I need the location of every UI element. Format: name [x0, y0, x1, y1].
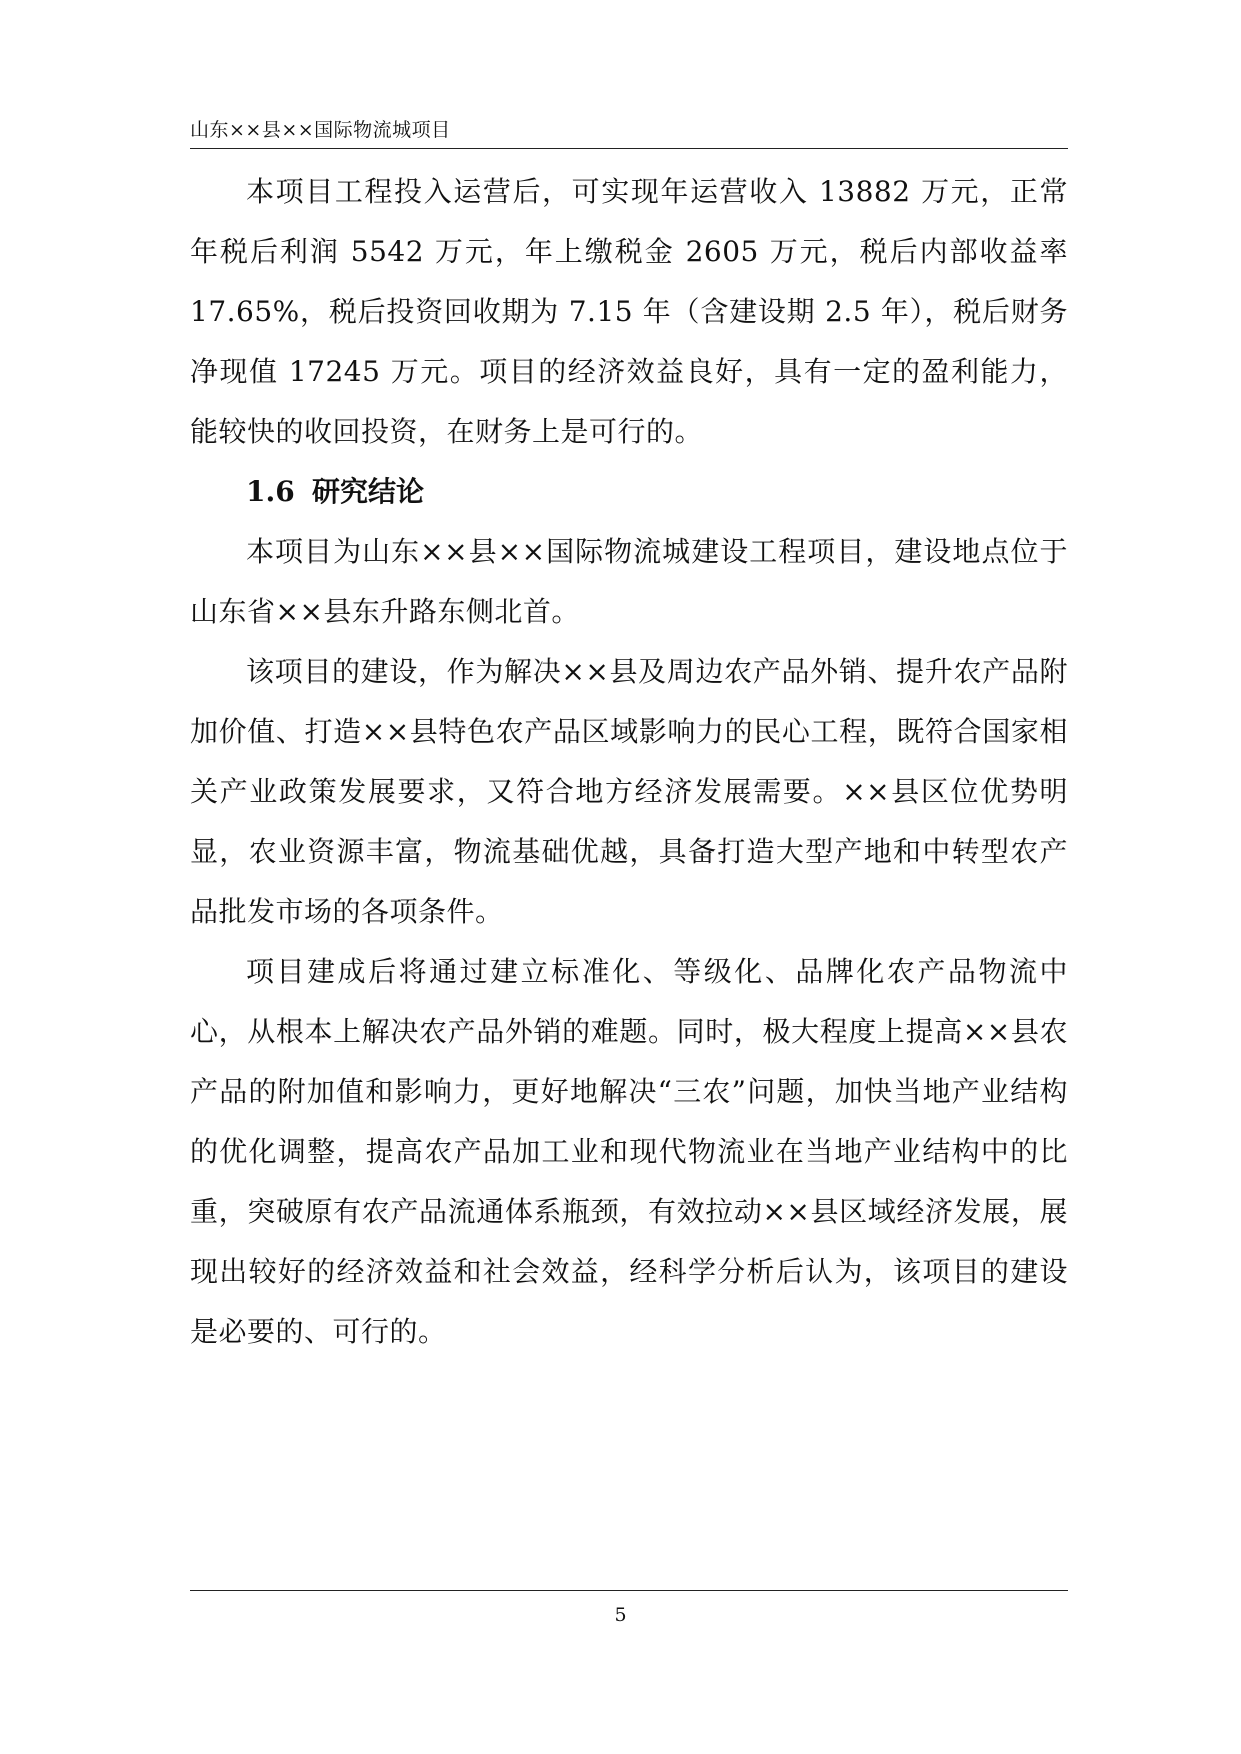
header-title: 山东××县××国际物流城项目 — [190, 119, 451, 141]
section-number: 1.6 — [246, 475, 295, 508]
page-header — [190, 118, 1068, 149]
footer-divider — [190, 1590, 1068, 1591]
paragraph-project-location: 本项目为山东××县××国际物流城建设工程项目，建设地点位于山东省××县东升路东侧北首。 — [190, 535, 1068, 628]
section-heading — [190, 462, 1068, 522]
document-body — [190, 162, 1068, 1362]
section-title: 研究结论 — [312, 475, 425, 508]
paragraph-conclusion: 项目建成后将通过建立标准化、等级化、品牌化农产品物流中心，从根本上解决农产品外销的难题。同时，极大程度上提高××县农产品的附加值和影响力，更好地解决“三农”问题，加快当地产业结构的优化调整，提高农产品加工业和现代物流业在当地产业结构中的比重，突破原有农产品流通体系瓶颈，有效拉动××县区域经济发展，展现出较好的经济效益和社会效益，经科学分析后认为，该项目的建设是必要的、可行的。 — [190, 955, 1068, 1348]
paragraph-financial-results: 本项目工程投入运营后，可实现年运营收入 13882 万元，正常年税后利润 5542 万元，年上缴税金 2605 万元，税后内部收益率 17.65%，税后投资回收期为 7.15 年（含建设期 2.5 年），税后财务净现值 17245 万元。项目的经济效益良好，具有一定的盈利能力，能较快的收回投资，在财务上是可行的。 — [190, 175, 1068, 448]
page-number: 5 — [614, 1604, 627, 1626]
paragraph-project-significance: 该项目的建设，作为解决××县及周边农产品外销、提升农产品附加价值、打造××县特色农产品区域影响力的民心工程，既符合国家相关产业政策发展要求，又符合地方经济发展需要。××县区位优势明显，农业资源丰富，物流基础优越，具备打造大型产地和中转型农产品批发市场的各项条件。 — [190, 655, 1068, 928]
